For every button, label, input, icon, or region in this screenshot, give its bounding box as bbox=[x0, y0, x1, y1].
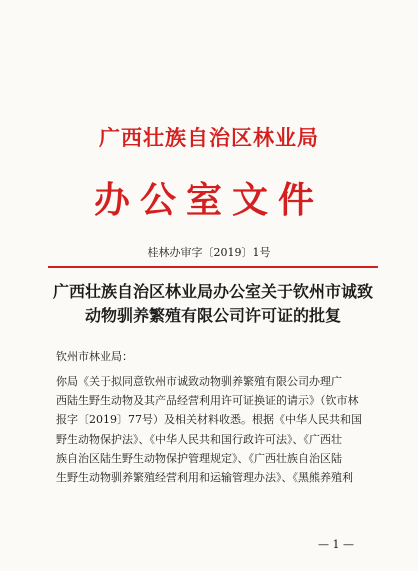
body-line: 族自治区陆生野生动物保护管理规定》、《广西壮族自治区陆 bbox=[56, 451, 342, 465]
document-title-line-2: 动物驯养繁殖有限公司许可证的批复 bbox=[84, 306, 341, 325]
document-type-heading: 办公室文件 bbox=[93, 179, 324, 221]
body-paragraph bbox=[56, 372, 374, 487]
body-line: 西陆生野生动物及其产品经营利用许可证换证的请示》（钦市林 bbox=[56, 394, 359, 408]
document-number: 桂林办审字〔2019〕1号 bbox=[147, 246, 271, 259]
body-line: 报字〔2019〕77号）及相关材料收悉。根据《中华人民共和国 bbox=[56, 413, 362, 427]
issuer-heading: 广西壮族自治区林业局 bbox=[99, 125, 319, 150]
page-number: — 1 — bbox=[318, 538, 354, 551]
recipient-salutation: 钦州市林业局： bbox=[56, 350, 133, 363]
body-line: 生野生动物驯养繁殖经营利用和运输管理办法》、《黑熊养殖利 bbox=[56, 471, 353, 485]
body-line: 你局《关于拟同意钦州市诚致动物驯养繁殖有限公司办理广 bbox=[56, 375, 342, 388]
document-title-line-1: 广西壮族自治区林业局办公室关于钦州市诚致 bbox=[52, 282, 373, 301]
body-line: 野生动物保护法》、《中华人民共和国行政许可法》、《广西壮 bbox=[56, 432, 342, 446]
red-divider-line bbox=[48, 266, 378, 268]
document-title bbox=[52, 280, 374, 328]
